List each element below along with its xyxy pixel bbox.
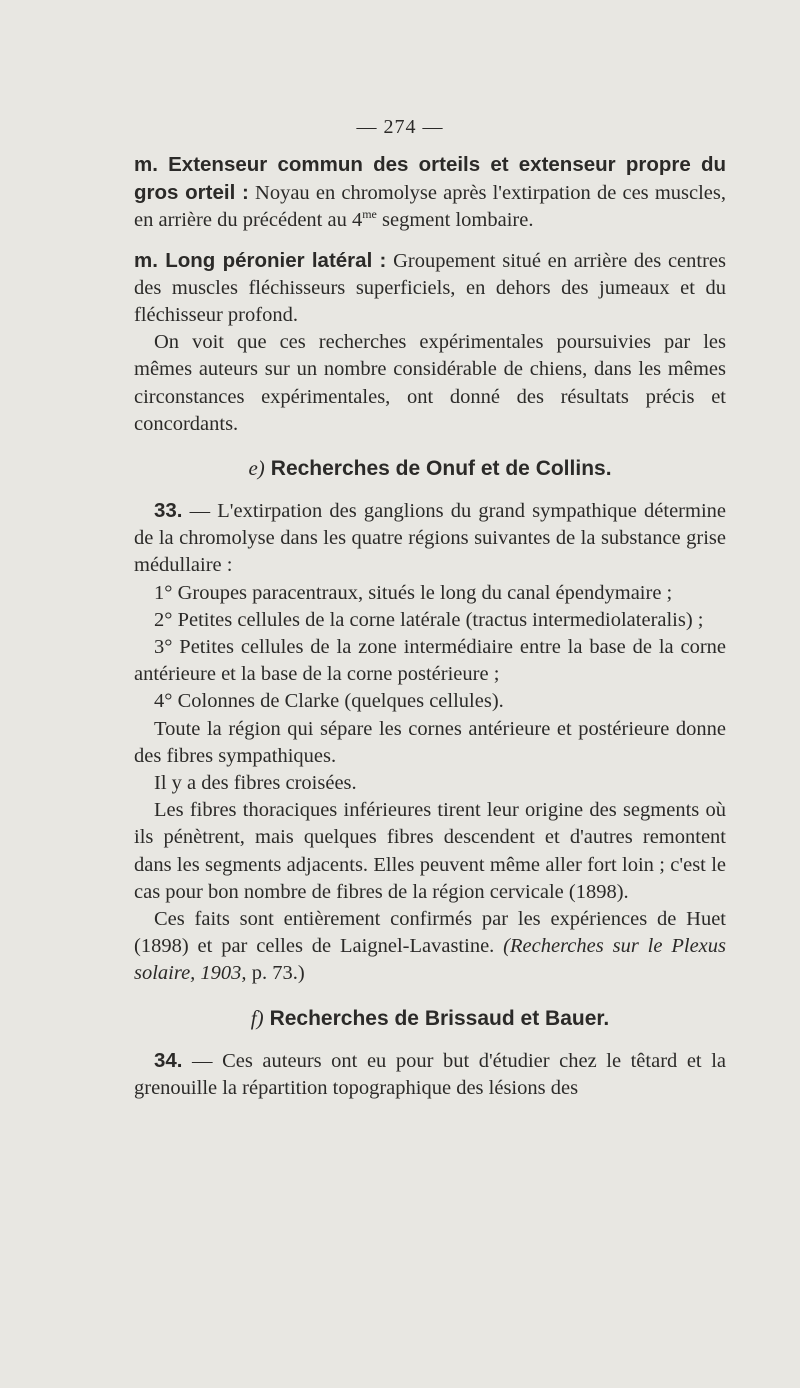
paragraph-extenseur: [134, 151, 726, 235]
section-letter: e): [248, 456, 265, 481]
paragraph-on-voit: On voit que ces recherches expérimentales poursuivies par les mêmes auteurs sur un nombre considérable de chiens, dans les mêmes circonstances expérimentales, ont donné des résultats précis et concordants.: [134, 331, 726, 435]
muscle-heading: m. Extenseur commun des orteils et extenseur propre du gros orteil :: [134, 153, 726, 205]
paragraph-toute: Toute la région qui sépare les cornes antérieure et postérieure donne des fibres sympathiques.: [134, 717, 726, 767]
paragraph-number: 33.: [154, 499, 183, 523]
paragraph-text: Noyau en chromolyse après l'extirpation de ces muscles, en arrière du précédent au 4: [134, 182, 726, 232]
paragraph-text: segment lombaire.: [376, 209, 534, 232]
section-heading-f: [134, 1004, 726, 1033]
paragraph-text: Groupement situé en arrière des centres des muscles fléchisseurs superficiels, en dehors des jumeaux et du fléchisseur profond.: [134, 249, 726, 327]
list-item: 3° Petites cellules de la zone intermédiaire entre la base de la corne antérieure et la base de la corne postérieure ;: [134, 636, 726, 686]
paragraph-text: — L'extirpation des ganglions du grand sympathique détermine de la chromolyse dans les quatre régions suivantes de la substance grise médullaire :: [134, 500, 726, 577]
paragraph-34: [134, 1047, 726, 1102]
section-title: Recherches de Brissaud et Bauer.: [269, 1006, 610, 1030]
paragraph-number: 34.: [154, 1048, 183, 1072]
paragraph-ces-faits: [134, 906, 726, 988]
paragraph-il-y-a: Il y a des fibres croisées.: [154, 772, 357, 795]
page-number: — 274 —: [356, 116, 444, 138]
citation-page: p. 73.): [246, 962, 305, 985]
section-letter: f): [250, 1005, 264, 1030]
paragraph-text: — Ces auteurs ont eu pour but d'étudier chez le têtard et la grenouille la répartition topographique des lésions des: [134, 1049, 726, 1099]
paragraph-long-peronier: [134, 247, 726, 330]
paragraph-33: [134, 497, 726, 580]
superscript: me: [362, 207, 377, 222]
list-item: 4° Colonnes de Clarke (quelques cellules).: [154, 690, 504, 713]
section-title: Recherches de Onuf et de Collins.: [270, 457, 612, 481]
citation: (Recherches sur le Plexus solaire, 1903,: [134, 935, 726, 985]
list-item: 1° Groupes paracentraux, situés le long du canal épendymaire ;: [154, 581, 673, 604]
paragraph-les-fibres: Les fibres thoraciques inférieures tirent leur origine des segments où ils pénètrent, mais quelques fibres descendent et d'autres remontent dans les segments adjacents. Elles peuvent même aller fort loin ; c'est le cas pour bon nombre de fibres de la région cervicale (1898).: [134, 799, 726, 903]
list-item: 2° Petites cellules de la corne latérale (tractus intermediolateralis) ;: [154, 608, 704, 631]
body-text: [134, 151, 726, 1102]
paragraph-text: Ces faits sont entièrement confirmés par les expériences de Huet (1898) et par celles de Laignel-Lavastine.: [134, 908, 726, 958]
section-heading-e: [134, 454, 726, 483]
muscle-heading: m. Long péronier latéral :: [134, 248, 387, 272]
